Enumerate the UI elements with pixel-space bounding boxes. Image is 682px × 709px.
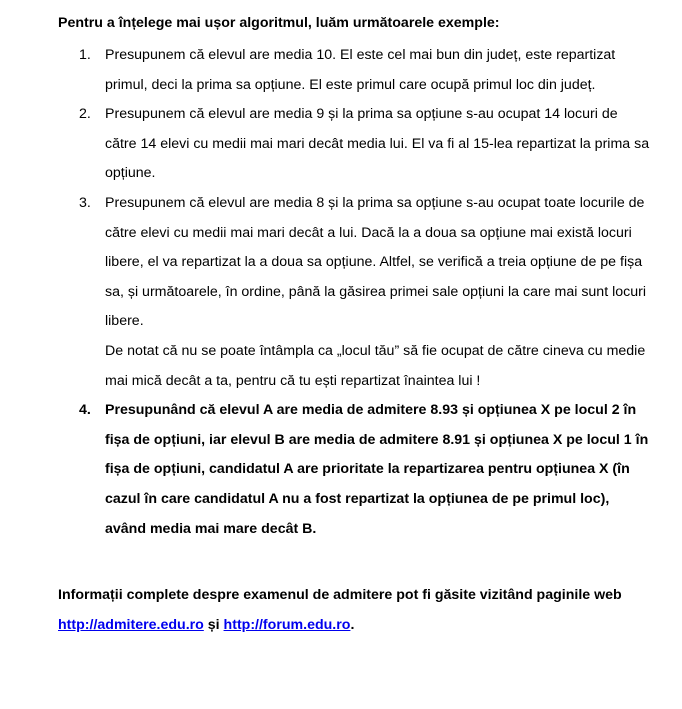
item-text: Presupunem că elevul are media 8 și la prima sa opțiune s-au ocupat toate locurile de către elevi cu medii mai mari decât a lui. Dacă la a doua sa opțiune mai există locuri libere, el va repartizat la a doua sa opțiune. Altfel, se verifică a treia opțiune de pe fișa sa, și următoarele, în ordine, până la găsirea primei sale opțiuni la care mai sunt locuri libere. <box>105 194 646 330</box>
info-separator: și <box>203 616 224 633</box>
item-note: De notat că nu se poate întâmpla ca „locul tău” să fie ocupat de către cineva cu medie mai mică decât a ta, pentru că tu ești repartizat înaintea lui ! <box>105 342 646 389</box>
item-number: 2. <box>79 106 91 123</box>
list-item <box>0 396 682 544</box>
section-heading: Pentru a înțelege mai ușor algoritmul, luăm următoarele exemple: <box>58 15 500 31</box>
list-item <box>0 100 682 189</box>
examples-list <box>0 41 682 544</box>
list-item <box>0 41 682 100</box>
item-text: Presupunem că elevul are media 10. El este cel mai bun din județ, este repartizat primul, deci la prima sa opțiune. El este primul care ocupă primul loc din județ. <box>105 47 616 93</box>
info-paragraph <box>58 581 648 640</box>
info-text: Informații complete despre examenul de admitere pot fi găsite vizitând paginile web <box>58 587 622 604</box>
list-item <box>0 189 682 396</box>
item-number: 3. <box>79 194 91 211</box>
info-end: . <box>350 616 355 633</box>
item-text: Presupunem că elevul are media 9 și la prima sa opțiune s-au ocupat 14 locuri de către 14 elevi cu medii mai mari decât media lui. El va fi al 15-lea repartizat la prima sa opțiune. <box>105 106 650 182</box>
item-number: 4. <box>79 402 91 419</box>
item-number: 1. <box>79 47 91 63</box>
item-text: Presupunând că elevul A are media de admitere 8.93 și opțiunea X pe locul 2 în fișa de opțiuni, iar elevul B are media de admitere 8.91 și opțiunea X pe locul 1 în fișa de opțiuni, candidatul A are prioritate la repartizarea pentru opțiunea X (în cazul în care candidatul A nu a fost repartizat la opțiunea de pe primul loc), având media mai mare decât B. <box>105 402 649 537</box>
forum-link[interactable]: http://forum.edu.ro <box>223 616 351 633</box>
admitere-link[interactable]: http://admitere.edu.ro <box>58 616 204 633</box>
